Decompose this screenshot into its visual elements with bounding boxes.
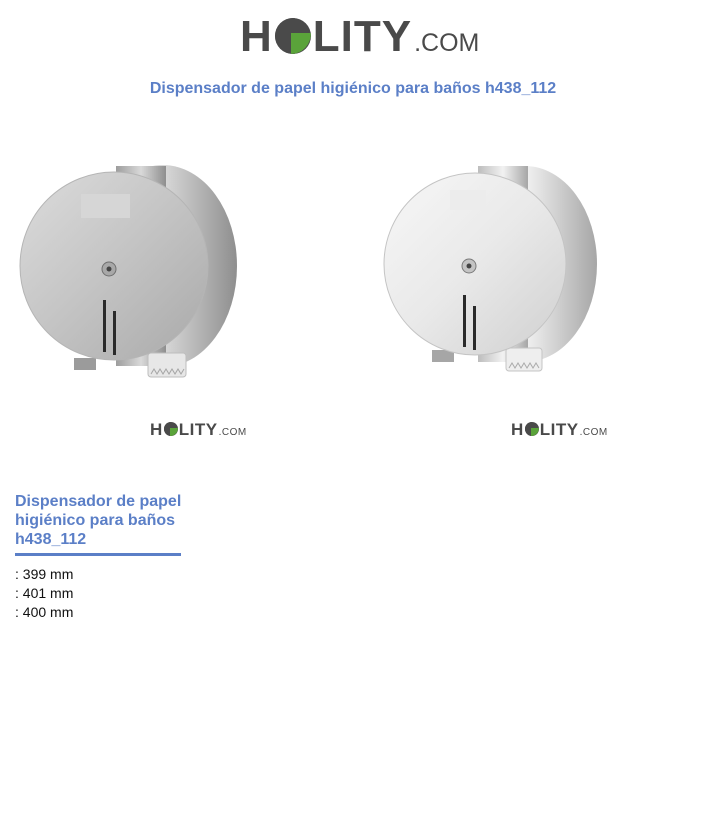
logo-tld: .COM [218, 427, 247, 438]
product-image-brushed [18, 160, 248, 385]
logo-text-end: LITY [539, 420, 579, 439]
product-title: Dispensador de papel higiénico para baños h438_112 [15, 493, 182, 548]
spec-list [15, 565, 73, 622]
brand-logo-tld: .COM [414, 29, 480, 57]
logo-o-icon [275, 18, 311, 54]
logo-text-end: LITY [178, 420, 218, 439]
logo-text-start: H [150, 420, 163, 439]
logo-tld: .COM [579, 427, 608, 438]
spec-row: : 400 mm [15, 604, 74, 620]
spec-row: : 401 mm [15, 585, 74, 601]
brand-logo-text-end: LITY [312, 12, 413, 61]
logo-o-icon [164, 422, 178, 436]
product-image-polished [380, 160, 610, 385]
product-image-logo [511, 420, 608, 440]
page-title: Dispensador de papel higiénico para baños h438_112 [149, 80, 557, 97]
brand-logo[interactable] [240, 12, 479, 62]
logo-text-start: H [511, 420, 524, 439]
spec-row: : 399 mm [15, 566, 74, 582]
logo-o-icon [525, 422, 539, 436]
product-image-logo [150, 420, 247, 440]
brand-logo-text-start: H [240, 12, 273, 61]
title-underline [15, 553, 181, 556]
